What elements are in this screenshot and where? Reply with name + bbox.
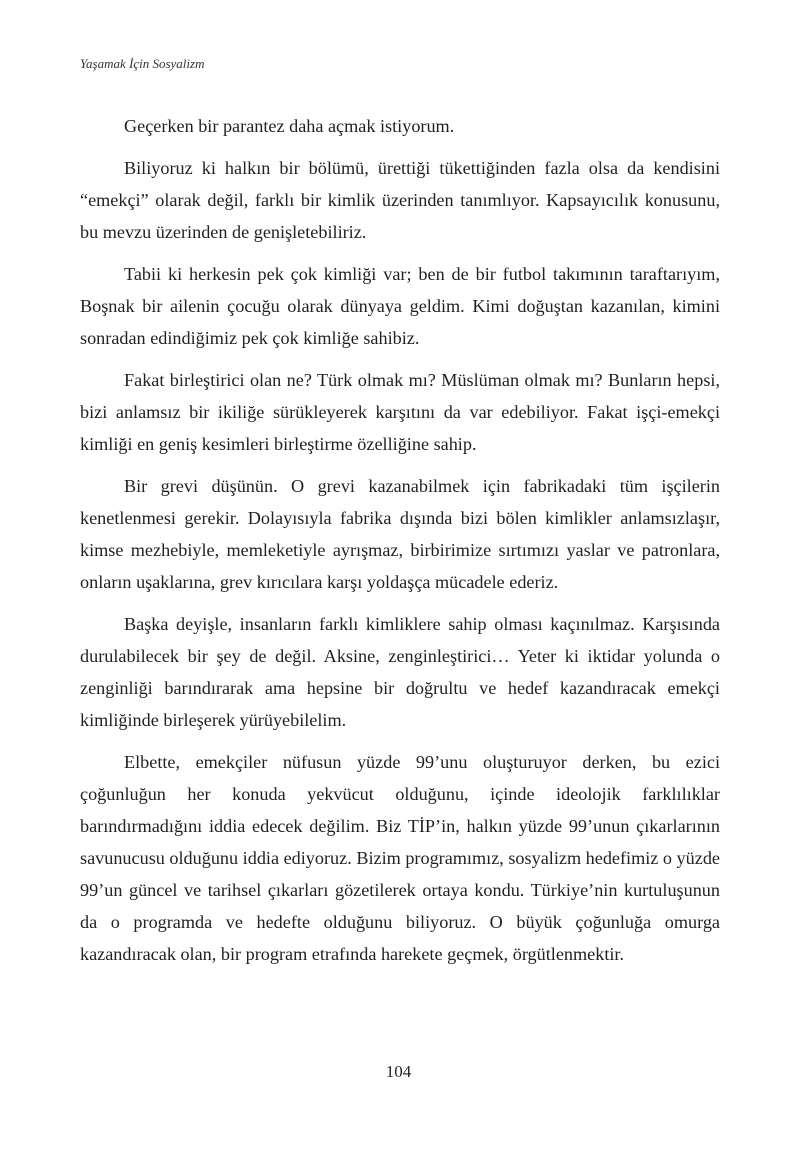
page-number: 104 [385,1062,412,1081]
paragraph: Geçerken bir parantez daha açmak istiyorum. [124,116,455,136]
body-text [80,110,720,980]
paragraph: Bir grevi düşünün. O grevi kazanabilmek için fabrikadaki tüm işçilerin kenetlenmesi gerekir. Dolayısıyla fabrika dışında bizi bölen kimlikler anlamsızlaşır, kimse mezhebiyle, memleketiyle ayrışmaz, birbirimize sırtımızı yaslar ve patronlara, onların uşaklarına, grev kırıcılara karşı yoldaşça mücadele ederiz. [80,476,720,592]
paragraph: Başka deyişle, insanların farklı kimliklere sahip olması kaçınılmaz. Karşısında durulabilecek bir şey de değil. Aksine, zenginleştirici… Yeter ki iktidar yolunda o zenginliği barındırarak ama hepsine bir doğrultu ve hedef kazandıracak emekçi kimliğinde birleşerek yürüyebilelim. [80,614,720,730]
paragraph: Biliyoruz ki halkın bir bölümü, ürettiği tükettiğinden fazla olsa da kendisini “emekçi” olarak değil, farklı bir kimlik üzerinden tanımlıyor. Kapsayıcılık konusunu, bu mevzu üzerinden de genişletebiliriz. [80,158,720,242]
running-head: Yaşamak İçin Sosyalizm [80,56,205,71]
paragraph: Tabii ki herkesin pek çok kimliği var; ben de bir futbol takımının taraftarıyım, Boşnak bir ailenin çocuğu olarak dünyaya geldim. Kimi doğuştan kazanılan, kimini sonradan edindiğimiz pek çok kimliğe sahibiz. [80,264,720,348]
paragraph: Elbette, emekçiler nüfusun yüzde 99’unu oluşturuyor derken, bu ezici çoğunluğun her konuda yekvücut olduğunu, içinde ideolojik farklılıklar barındırmadığını iddia edecek değilim. Biz TİP’in, halkın yüzde 99’unun çıkarlarının savunucusu olduğunu iddia ediyoruz. Bizim programımız, sosyalizm hedefimiz o yüzde 99’un güncel ve tarihsel çıkarları gözetilerek ortaya kondu. Türkiye’nin kurtuluşunun da o programda ve hedefte olduğunu biliyoruz. O büyük çoğunluğa omurga kazandıracak olan, bir program etrafında harekete geçmek, örgütlenmektir. [80,752,720,964]
paragraph: Fakat birleştirici olan ne? Türk olmak mı? Müslüman olmak mı? Bunların hepsi, bizi anlamsız bir ikiliğe sürükleyerek karşıtını da var edebiliyor. Fakat işçi-emekçi kimliği en geniş kesimleri birleştirme özelliğine sahip. [80,370,720,454]
